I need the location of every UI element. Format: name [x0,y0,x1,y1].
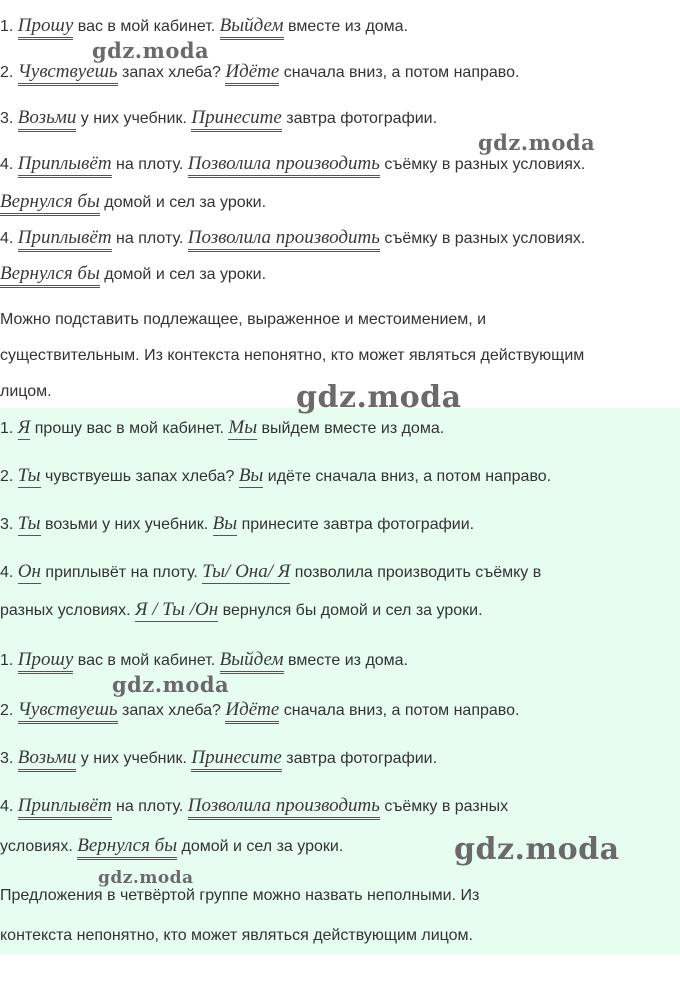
predicate-word: Чувствуешь [18,62,118,86]
sentence-text: сначала вниз, а потом направо. [283,702,520,719]
item-number: 2. [0,64,14,81]
sentence-text: условиях. [0,838,73,855]
watermark: gdz.moda [478,130,596,155]
sentence-text: принесите завтра фотографии. [241,516,475,533]
predicate-word: Приплывёт [18,796,112,820]
item-number: 1. [0,420,14,437]
paragraph-line: лицом. [0,383,52,400]
sentence-text: у них учебник. [80,110,187,127]
sentence-line [0,192,266,216]
predicate-word: Позволила производить [188,228,380,252]
sentence-line [0,228,585,252]
item-number: 2. [0,468,14,485]
sentence-text: вас в мой кабинет. [77,652,216,669]
sentence-line [0,650,408,674]
predicate-word: Позволила производить [188,796,380,820]
item-number: 3. [0,750,14,767]
paragraph-line: Можно подставить подлежащее, выраженное и местоимением, и [0,311,487,328]
predicate-word: Позволила производить [188,154,380,178]
item-number: 4. [0,798,14,815]
item-number: 3. [0,516,14,533]
sentence-text: на плоту. [116,798,184,815]
sentence-text: запах хлеба? [122,64,221,81]
sentence-text: прошу вас в мой кабинет. [34,420,224,437]
paragraph-line: Предложения в четвёртой группе можно назвать неполными. Из [0,887,480,904]
subject-word: Ты/ Она/ Я [202,561,291,582]
item-number: 4. [0,156,14,173]
sentence-text: завтра фотографии. [286,110,438,127]
predicate-word: Идёте [225,700,279,724]
sentence-text: съёмку в разных условиях. [384,230,586,247]
subject-word: Ты [17,513,41,534]
predicate-word: Выйдем [220,16,284,40]
sentence-text: вернулся бы домой и сел за уроки. [222,602,483,619]
predicate-word: Приплывёт [18,154,112,178]
sentence-text: выйдем вместе из дома. [261,420,445,437]
predicate-word: Прошу [18,16,74,40]
predicate-word: Возьми [18,748,77,772]
sentence-line [0,600,483,622]
predicate-word: Приплывёт [18,228,112,252]
sentence-line [0,418,444,440]
sentence-text: разных условиях. [0,602,131,619]
sentence-text: возьми у них учебник. [45,516,209,533]
sentence-text: съёмку в разных условиях. [384,156,586,173]
item-number: 2. [0,702,14,719]
sentence-line [0,264,266,288]
item-number: 1. [0,652,14,669]
sentence-text: запах хлеба? [122,702,221,719]
sentence-line [0,562,541,584]
sentence-text: вас в мой кабинет. [77,18,216,35]
watermark: gdz.moda [454,832,620,867]
predicate-word: Принесите [191,108,281,132]
predicate-word: Вернулся бы [77,836,177,860]
sentence-line [0,16,408,40]
sentence-line [0,466,551,488]
subject-word: Вы [238,465,264,486]
sentence-text: домой и сел за уроки. [104,266,267,283]
sentence-text: вместе из дома. [288,652,409,669]
sentence-text: домой и сел за уроки. [181,838,344,855]
sentence-line [0,108,437,132]
sentence-text: позволила производить съёмку в [294,564,542,581]
predicate-word: Чувствуешь [18,700,118,724]
item-number: 3. [0,110,14,127]
sentence-line [0,514,474,536]
predicate-word: Прошу [18,650,74,674]
subject-word: Я [17,417,31,438]
subject-word: Он [17,561,41,582]
sentence-line [0,700,519,724]
paragraph-line: контекста непонятно, кто может являться действующим лицом. [0,927,473,944]
predicate-word: Выйдем [220,650,284,674]
sentence-line [0,62,519,86]
sentence-line [0,154,585,178]
subject-word: Ты [17,465,41,486]
watermark: gdz.moda [92,38,210,63]
sentence-text: домой и сел за уроки. [104,194,267,211]
predicate-word: Вернулся бы [0,192,100,216]
item-number: 4. [0,230,14,247]
sentence-text: вместе из дома. [288,18,409,35]
item-number: 4. [0,564,14,581]
predicate-word: Возьми [18,108,77,132]
sentence-line [0,836,343,860]
subject-word: Мы [228,417,258,438]
subject-word: Я / Ты /Он [134,599,219,620]
sentence-line [0,748,437,772]
sentence-line [0,796,508,820]
sentence-text: у них учебник. [80,750,187,767]
item-number: 1. [0,18,14,35]
sentence-text: чувствуешь запах хлеба? [45,468,235,485]
paragraph-line: существительным. Из контекста непонятно, кто может являться действующим [0,347,585,364]
sentence-text: на плоту. [116,230,184,247]
sentence-text: завтра фотографии. [286,750,438,767]
sentence-text: идёте сначала вниз, а потом направо. [267,468,552,485]
predicate-word: Принесите [191,748,281,772]
watermark: gdz.moda [98,868,194,888]
sentence-text: приплывёт на плоту. [45,564,198,581]
predicate-word: Вернулся бы [0,264,100,288]
sentence-text: съёмку в разных [384,798,509,815]
watermark: gdz.moda [112,672,230,697]
watermark: gdz.moda [296,380,462,415]
sentence-text: сначала вниз, а потом направо. [283,64,520,81]
predicate-word: Идёте [225,62,279,86]
sentence-text: на плоту. [116,156,184,173]
subject-word: Вы [212,513,238,534]
